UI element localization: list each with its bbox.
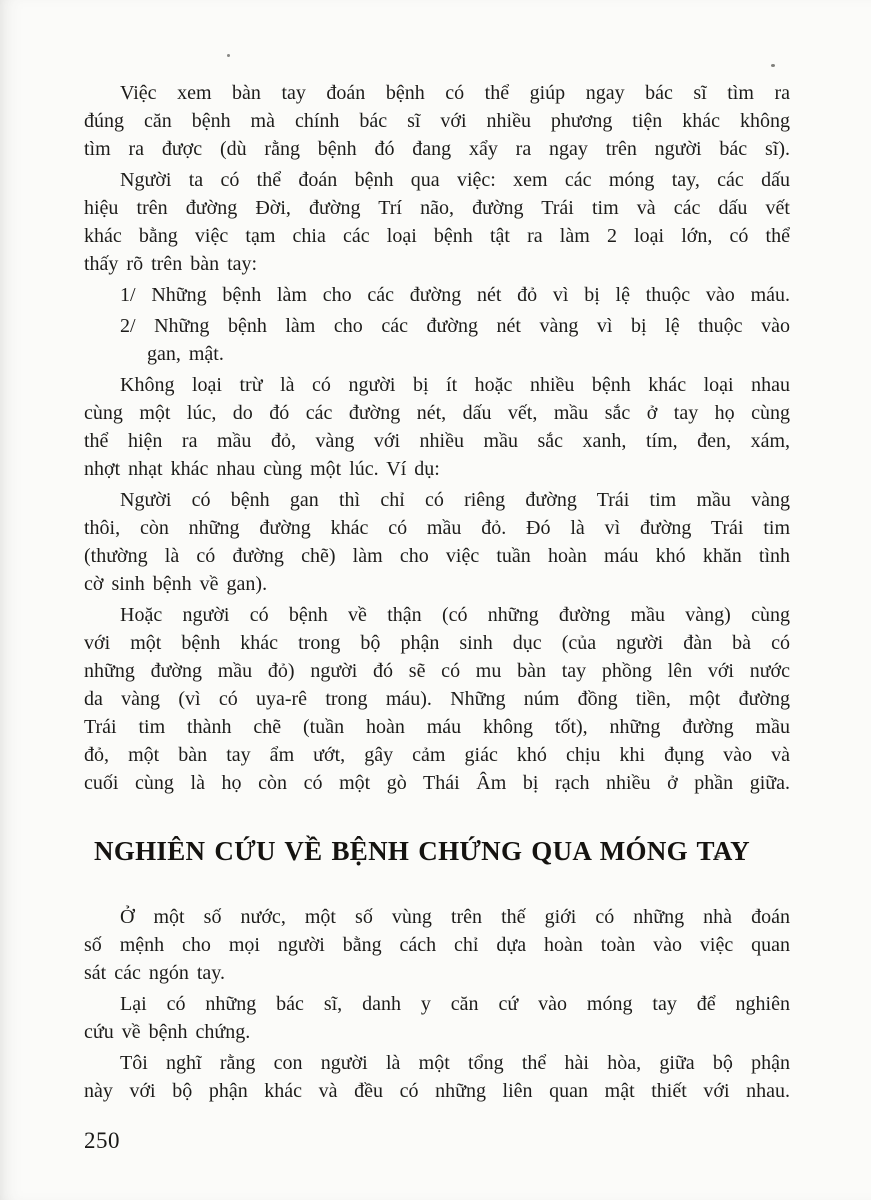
list-item-2: [84, 312, 790, 368]
text-line: Trái tim thành chẽ (tuần hoàn máu không tốt), những đường mầu: [84, 716, 790, 738]
page-number: 250: [84, 1128, 120, 1153]
text-line: những đường mầu đỏ) người đó sẽ có mu bàn tay phồng lên với nước: [84, 660, 790, 682]
paragraph-6: [84, 903, 790, 987]
text-line: hiệu trên đường Đời, đường Trí não, đường Trái tim và các dấu vết: [84, 197, 790, 219]
text-line: nhợt nhạt khác nhau cùng một lúc. Ví dụ:: [84, 458, 440, 480]
text-line: 1/ Những bệnh làm cho các đường nét đỏ vì bị lệ thuộc vào máu.: [120, 284, 790, 306]
text-line: (thường là có đường chẽ) làm cho việc tuần hoàn máu khó khăn tình: [84, 545, 790, 567]
text-line: cùng một lúc, do đó các đường nét, dấu vết, mầu sắc ở tay họ cùng: [84, 402, 790, 424]
text-line: đỏ, một bàn tay ẩm ướt, gây cảm giác khó chịu khi đụng vào và: [84, 744, 790, 766]
paragraph-4: [84, 486, 790, 598]
text-line: thể hiện ra mầu đỏ, vàng với nhiều mầu sắc xanh, tím, đen, xám,: [84, 430, 790, 452]
paragraph-7: [84, 990, 790, 1046]
text-line: này với bộ phận khác và đều có những liên quan mật thiết với nhau.: [84, 1080, 790, 1102]
paragraph-1: [84, 79, 790, 163]
text-line: đúng căn bệnh mà chính bác sĩ với nhiều phương tiện khác không: [84, 110, 790, 132]
text-line: 2/ Những bệnh làm cho các đường nét vàng vì bị lệ thuộc vào: [120, 315, 790, 337]
text-line: với một bệnh khác trong bộ phận sinh dục (của người đàn bà có: [84, 632, 790, 654]
body-section-2: [84, 903, 790, 1105]
text-line: Người ta có thể đoán bệnh qua việc: xem các móng tay, các dấu: [120, 169, 790, 191]
text-line: cứu về bệnh chứng.: [84, 1021, 251, 1043]
text-line: tìm ra được (dù rằng bệnh đó đang xẩy ra ngay trên người bác sĩ).: [84, 138, 790, 160]
text-line: Lại có những bác sĩ, danh y căn cứ vào móng tay để nghiên: [120, 993, 790, 1015]
text-line: Người có bệnh gan thì chỉ có riêng đường Trái tim mầu vàng: [120, 489, 790, 511]
scan-speck: [227, 54, 230, 57]
text-line: cờ sinh bệnh về gan).: [84, 573, 268, 595]
text-line: da vàng (vì có uya-rê trong máu). Những núm đồng tiền, một đường: [84, 688, 790, 710]
scan-speck: [771, 64, 775, 67]
list-item-1: [84, 281, 790, 309]
paragraph-5: [84, 601, 790, 797]
text-line: cuối cùng là họ còn có một gò Thái Âm bị rạch nhiều ở phần giữa.: [84, 772, 790, 794]
text-line: khác bằng việc tạm chia các loại bệnh tật ra làm 2 loại lớn, có thể: [84, 225, 790, 247]
text-line: Không loại trừ là có người bị ít hoặc nhiều bệnh khác loại nhau: [120, 374, 790, 396]
paragraph-3: [84, 371, 790, 483]
text-column: [84, 79, 790, 1156]
body-section-1: [84, 79, 790, 797]
text-line: Tôi nghĩ rằng con người là một tổng thể hài hòa, giữa bộ phận: [120, 1052, 790, 1074]
paragraph-2: [84, 166, 790, 278]
text-line: thấy rõ trên bàn tay:: [84, 253, 258, 275]
text-line: gan, mật.: [147, 343, 224, 365]
text-line: Hoặc người có bệnh về thận (có những đường mầu vàng) cùng: [120, 604, 790, 626]
text-line: số mệnh cho mọi người bằng cách chỉ dựa hoàn toàn vào việc quan: [84, 934, 790, 956]
text-line: thôi, còn những đường khác có mầu đỏ. Đó là vì đường Trái tim: [84, 517, 790, 539]
text-line: Việc xem bàn tay đoán bệnh có thể giúp ngay bác sĩ tìm ra: [120, 82, 790, 104]
section-heading: NGHIÊN CỨU VỀ BỆNH CHỨNG QUA MÓNG TAY: [94, 836, 750, 866]
paragraph-8: [84, 1049, 790, 1105]
text-line: sát các ngón tay.: [84, 962, 225, 984]
text-line: Ở một số nước, một số vùng trên thế giới có những nhà đoán: [120, 906, 790, 928]
